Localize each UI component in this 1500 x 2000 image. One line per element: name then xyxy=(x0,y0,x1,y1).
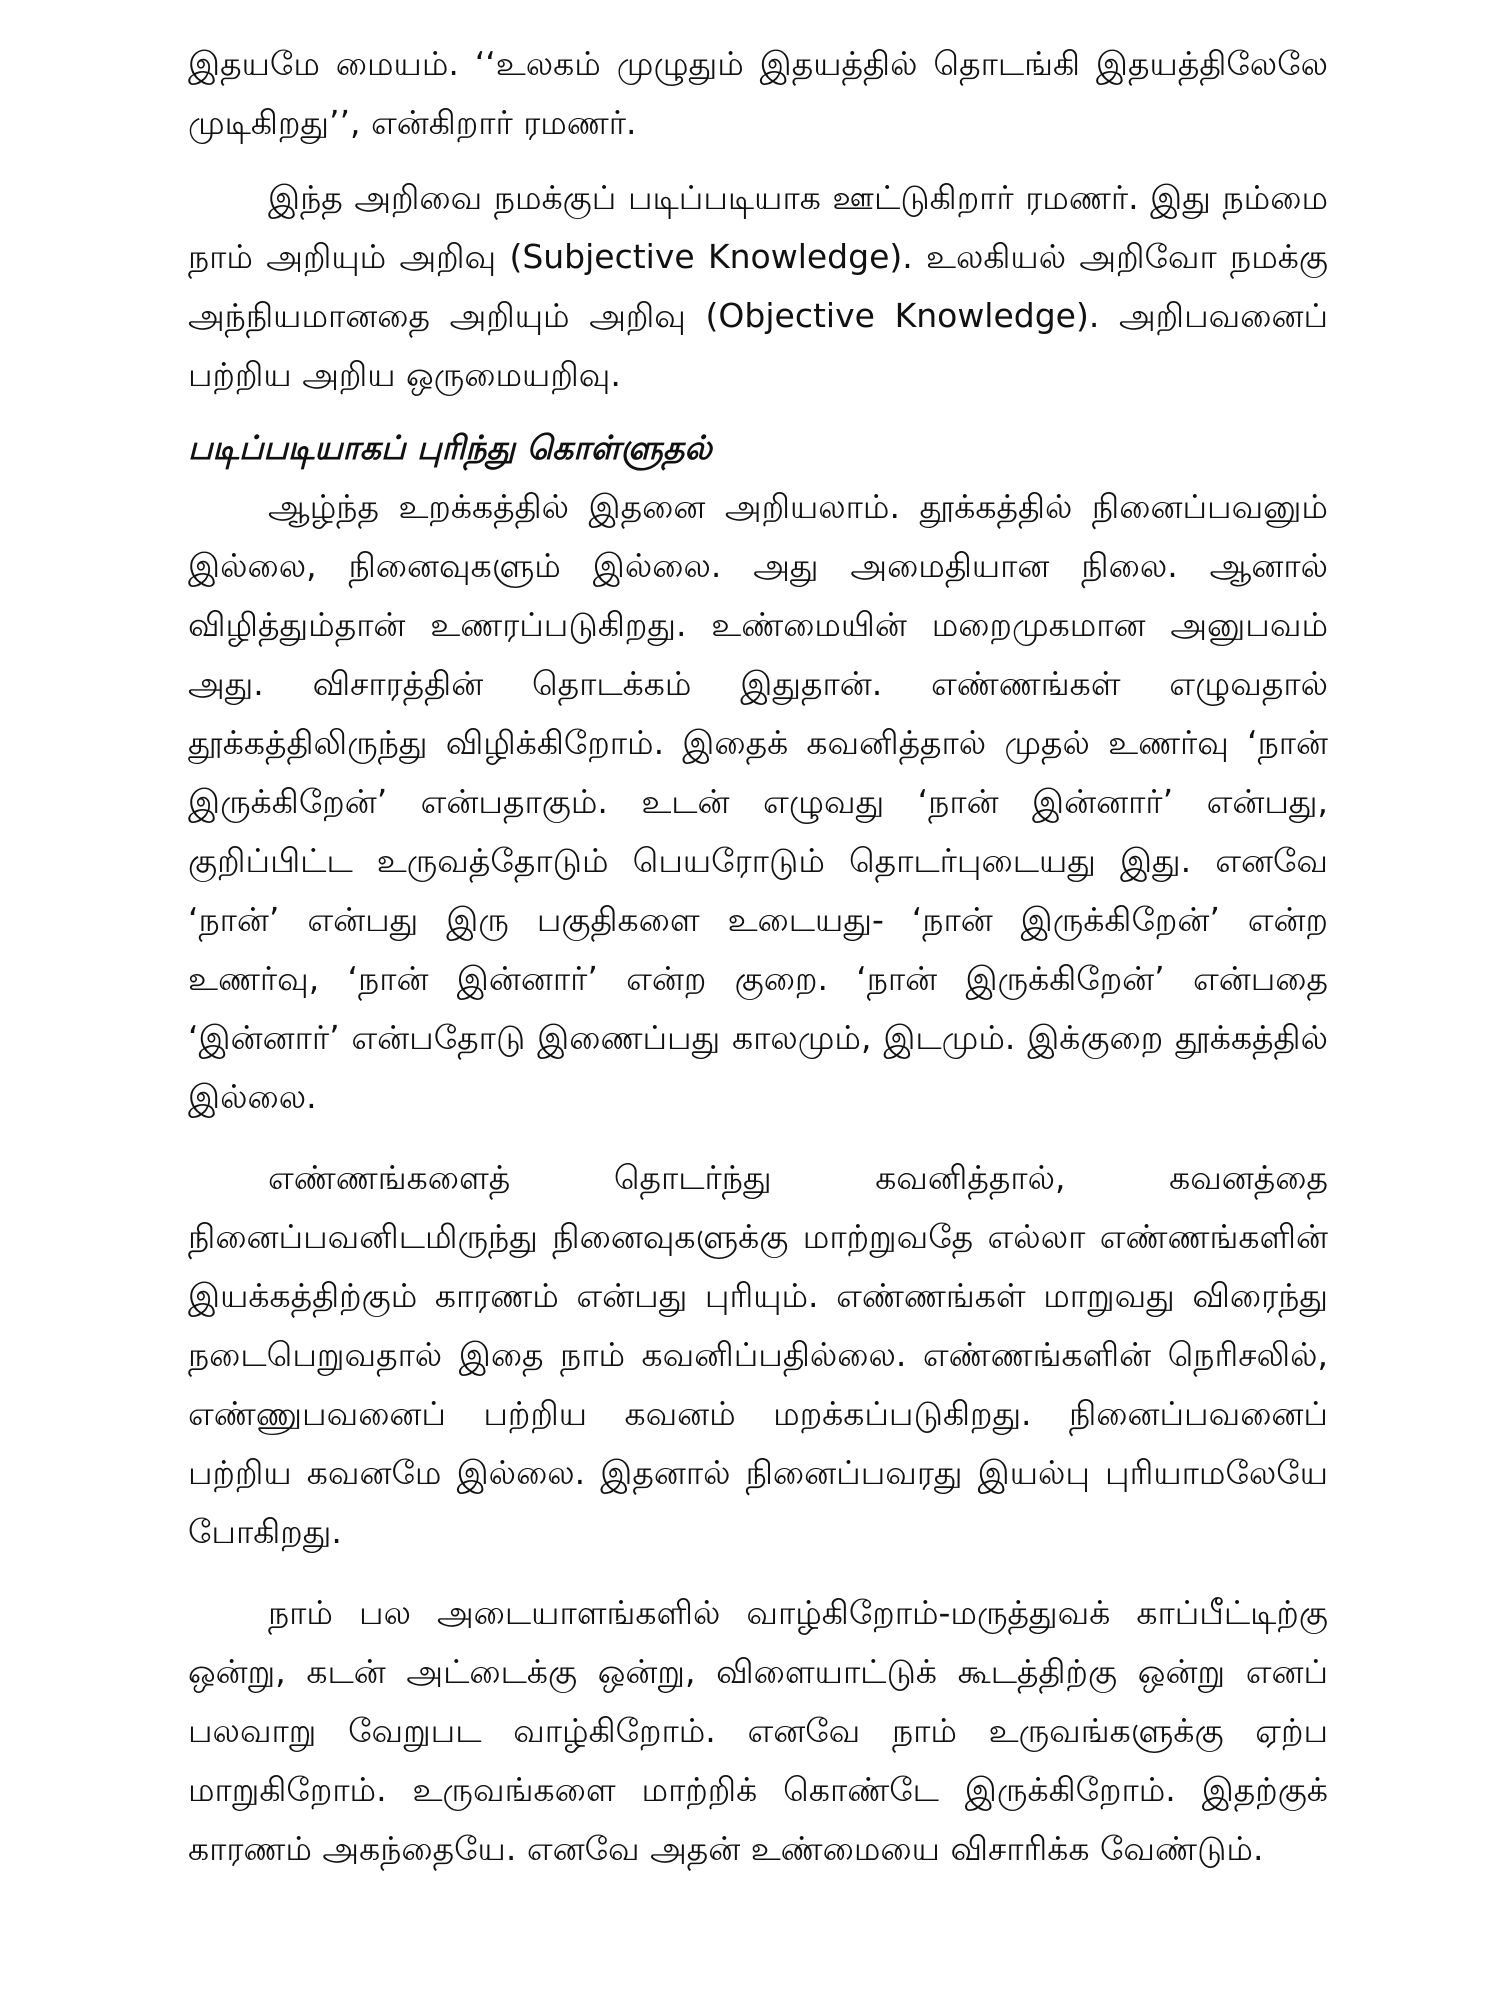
paragraph-5: நாம் பல அடையாளங்களில் வாழ்கிறோம்-மருத்துவக் காப்பீட்டிற்கு ஒன்று, கடன் அட்டைக்கு ஒன்று, விளையாட்டுக் கூடத்திற்கு ஒன்று எனப் பலவாறு வேறுபட வாழ்கிறோம். எனவே நாம் உருவங்களுக்கு ஏற்ப மாறுகிறோம். உருவங்களை மாற்றிக் கொண்டே இருக்கிறோம். இதற்குக் காரணம் அகந்தையே. எனவே அதன் உண்மையை விசாரிக்க வேண்டும். xyxy=(188,1593,1328,1868)
document-page xyxy=(188,34,1328,1878)
paragraph-1: இதயமே மையம். ‘‘உலகம் முழுதும் இதயத்தில் தொடங்கி இதயத்திலேலே முடிகிறது’’, என்கிறார் ரமணர். xyxy=(188,44,1328,142)
section-heading: படிப்படியாகப் புரிந்து கொள்ளுதல் xyxy=(188,428,712,467)
paragraph-3: ஆழ்ந்த உறக்கத்தில் இதனை அறியலாம். தூக்கத்தில் நினைப்பவனும் இல்லை, நினைவுகளும் இல்லை. அது அமைதியான நிலை. ஆனால் விழித்தும்தான் உணரப்படுகிறது. உண்மையின் மறைமுகமான அனுபவம் அது. விசாரத்தின் தொடக்கம் இதுதான். எண்ணங்கள் எழுவதால் தூக்கத்திலிருந்து விழிக்கிறோம். இதைக் கவனித்தால் முதல் உணர்வு ‘நான் இருக்கிறேன்’ என்பதாகும். உடன் எழுவது ‘நான் இன்னார்’ என்பது, குறிப்பிட்ட உருவத்தோடும் பெயரோடும் தொடர்புடையது இது. எனவே ‘நான்’ என்பது இரு பகுதிகளை உடையது- ‘நான் இருக்கிறேன்’ என்ற உணர்வு, ‘நான் இன்னார்’ என்ற குறை. ‘நான் இருக்கிறேன்’ என்பதை ‘இன்னார்’ என்பதோடு இணைப்பது காலமும், இடமும். இக்குறை தூக்கத்தில் இல்லை. xyxy=(188,487,1328,1116)
paragraph-4: எண்ணங்களைத் தொடர்ந்து கவனித்தால், கவனத்தை நினைப்பவனிடமிருந்து நினைவுகளுக்கு மாற்றுவதே எல்லா எண்ணங்களின் இயக்கத்திற்கும் காரணம் என்பது புரியும். எண்ணங்கள் மாறுவது விரைந்து நடைபெறுவதால் இதை நாம் கவனிப்பதில்லை. எண்ணங்களின் நெரிசலில், எண்ணுபவனைப் பற்றிய கவனம் மறக்கப்படுகிறது. நினைப்பவனைப் பற்றிய கவனமே இல்லை. இதனால் நினைப்பவரது இயல்பு புரியாமலேயே போகிறது. xyxy=(188,1158,1328,1551)
paragraph-2: இந்த அறிவை நமக்குப் படிப்படியாக ஊட்டுகிறார் ரமணர். இது நம்மை நாம் அறியும் அறிவு (Subjective Knowledge). உலகியல் அறிவோ நமக்கு அந்நியமானதை அறியும் அறிவு (Objective Knowledge). அறிபவனைப் பற்றிய அறிய ஒருமையறிவு. xyxy=(188,178,1328,394)
